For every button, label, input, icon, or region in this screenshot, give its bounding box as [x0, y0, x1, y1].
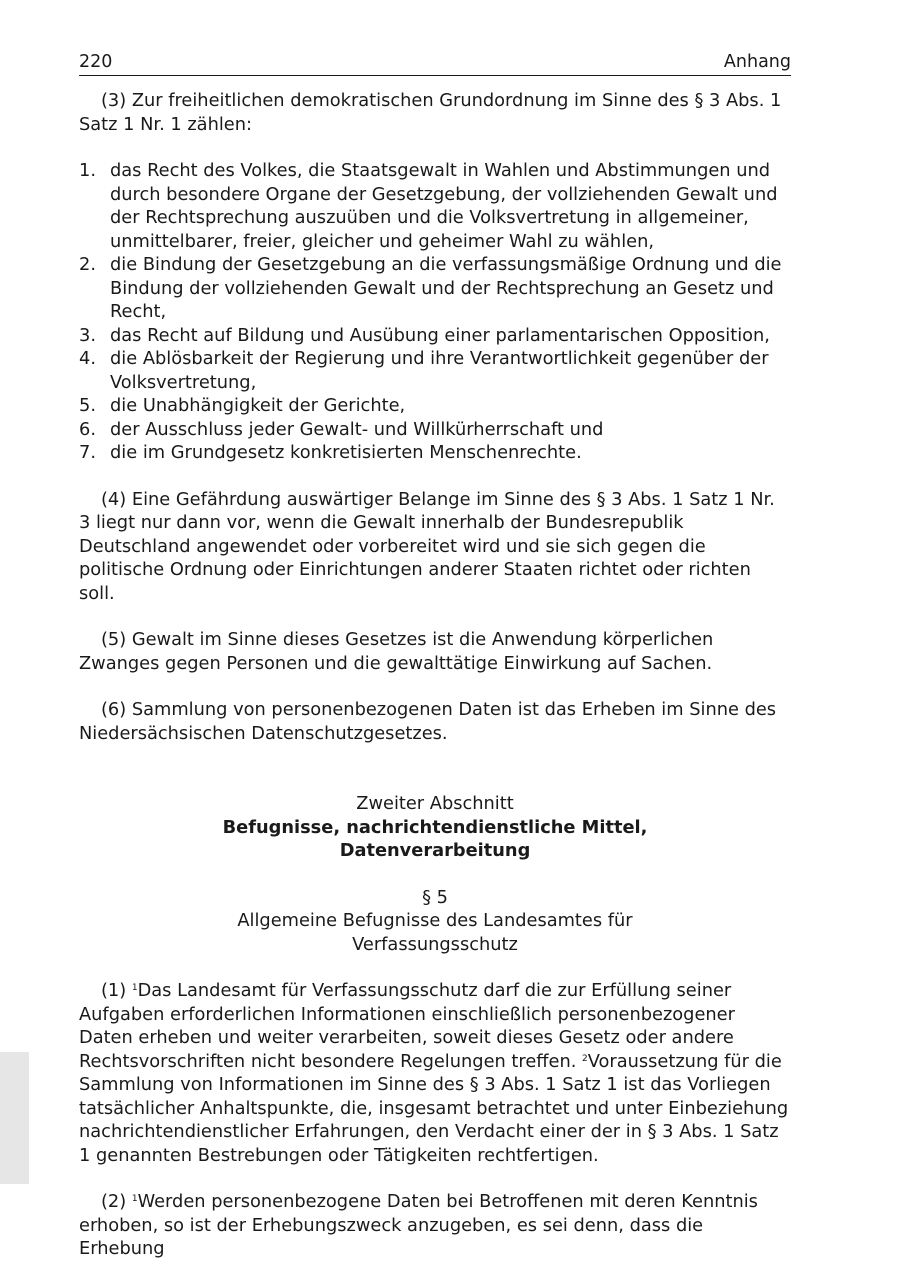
sentence-text: Voraussetzung für die Sammlung von Informationen im Sinne des § 3 Abs. 1 Satz 1 ist das Vorliegen tatsächlicher Anhaltspunkte, die, insgesamt betrachtet und unter Einbeziehung nachrichtendienstlicher Erfahrungen, den Verdacht einer der in § 3 Abs. 1 Satz 1 genannten Bestrebungen oder Tätigkeiten rechtfertigen.: [79, 1050, 789, 1166]
paragraph-5: (5) Gewalt im Sinne dieses Gesetzes ist die Anwendung körperlichen Zwanges gegen Personen und die gewalttätige Einwirkung auf Sachen.: [79, 629, 714, 674]
list-item-text: der Ausschluss jeder Gewalt- und Willkürherrschaft und: [110, 418, 604, 440]
paragraph-heading: [79, 886, 791, 957]
list-item: [79, 418, 791, 442]
body-text: [79, 76, 791, 1261]
section-5-subsection-1: [79, 979, 791, 1167]
sentence-number: 1: [131, 1194, 138, 1204]
list-item-number: 6.: [79, 418, 96, 440]
section-5-subsection-2: [79, 1190, 791, 1261]
list-item-number: 3.: [79, 324, 96, 346]
section-label: Zweiter Abschnitt: [356, 793, 514, 814]
section-title-line-2: Datenverarbeitung: [339, 840, 531, 861]
paragraph-title-line-2: Verfassungsschutz: [352, 933, 518, 955]
subsection-number: (1): [101, 980, 132, 1001]
section-title-line-1: Befugnisse, nachrichtendienstliche Mittel,: [222, 816, 648, 838]
running-header: [79, 50, 791, 76]
list-item-text: die Bindung der Gesetzgebung an die verfassungsmäßige Ordnung und die Bindung der vollziehenden Gewalt und der Rechtsprechung an Gesetz und Recht,: [110, 254, 782, 322]
list-item-number: 7.: [79, 442, 96, 463]
list-item: [79, 347, 791, 394]
page: [79, 50, 791, 1261]
numbered-list: [79, 159, 791, 465]
sentence-number: 2: [582, 1053, 588, 1064]
paragraph-3-intro: (3) Zur freiheitlichen demokratischen Grundordnung im Sinne des § 3 Abs. 1 Satz 1 Nr. 1 zählen:: [79, 90, 782, 135]
list-item: [79, 441, 791, 465]
list-item: [79, 253, 791, 324]
list-item-text: die im Grundgesetz konkretisierten Menschenrechte.: [110, 442, 582, 463]
paragraph-4: (4) Eine Gefährdung auswärtiger Belange im Sinne des § 3 Abs. 1 Satz 1 Nr. 3 liegt nur dann vor, wenn die Gewalt innerhalb der Bundesrepublik Deutschland angewendet oder vorbereitet wird und sie sich gegen die politische Ordnung oder Einrichtungen anderer Staaten richtet oder richten soll.: [79, 488, 775, 604]
list-item: [79, 394, 791, 418]
subsection-number: (2): [101, 1191, 132, 1212]
list-item-text: das Recht auf Bildung und Ausübung einer parlamentarischen Opposition,: [110, 324, 770, 346]
list-item-text: das Recht des Volkes, die Staatsgewalt in Wahlen und Abstimmungen und durch besondere Organe der Gesetzgebung, der vollziehenden Gewalt und der Rechtsprechung auszuüben und die Volksvertretung in allgemeiner, unmittelbarer, freier, gleicher und geheimer Wahl zu wählen,: [110, 160, 778, 252]
sentence-number: 1: [131, 983, 138, 993]
list-item-number: 5.: [79, 395, 96, 416]
list-item-text: die Unabhängigkeit der Gerichte,: [110, 395, 406, 416]
list-item-text: die Ablösbarkeit der Regierung und ihre Verantwortlichkeit gegenüber der Volksvertretung,: [110, 348, 769, 393]
list-item: [79, 324, 791, 348]
list-item-number: 4.: [79, 348, 96, 369]
page-number: 220: [79, 52, 113, 72]
sentence-text: Das Landesamt für Verfassungsschutz darf die zur Erfüllung seiner Aufgaben erforderlichen Informationen einschließlich personenbezogener Daten erheben und weiter verarbeiten, soweit dieses Gesetz oder andere Rechtsvorschriften nicht besondere Regelungen treffen.: [79, 980, 735, 1072]
sentence-text: Werden personenbezogene Daten bei Betroffenen mit deren Kenntnis erhoben, so ist der Erhebungszweck anzugeben, es sei denn, dass die Erhebung: [79, 1191, 758, 1259]
section-heading: [79, 792, 791, 863]
list-item-number: 1.: [79, 160, 96, 181]
paragraph-title-line-1: Allgemeine Befugnisse des Landesamtes für: [237, 910, 633, 931]
paragraph-6: (6) Sammlung von personenbezogenen Daten ist das Erheben im Sinne des Niedersächsischen Datenschutzgesetzes.: [79, 699, 777, 744]
paragraph-symbol: § 5: [422, 886, 448, 908]
side-margin-tab: [0, 1052, 29, 1184]
running-header-section: Anhang: [723, 52, 791, 72]
list-item: [79, 159, 791, 253]
list-item-number: 2.: [79, 254, 96, 275]
